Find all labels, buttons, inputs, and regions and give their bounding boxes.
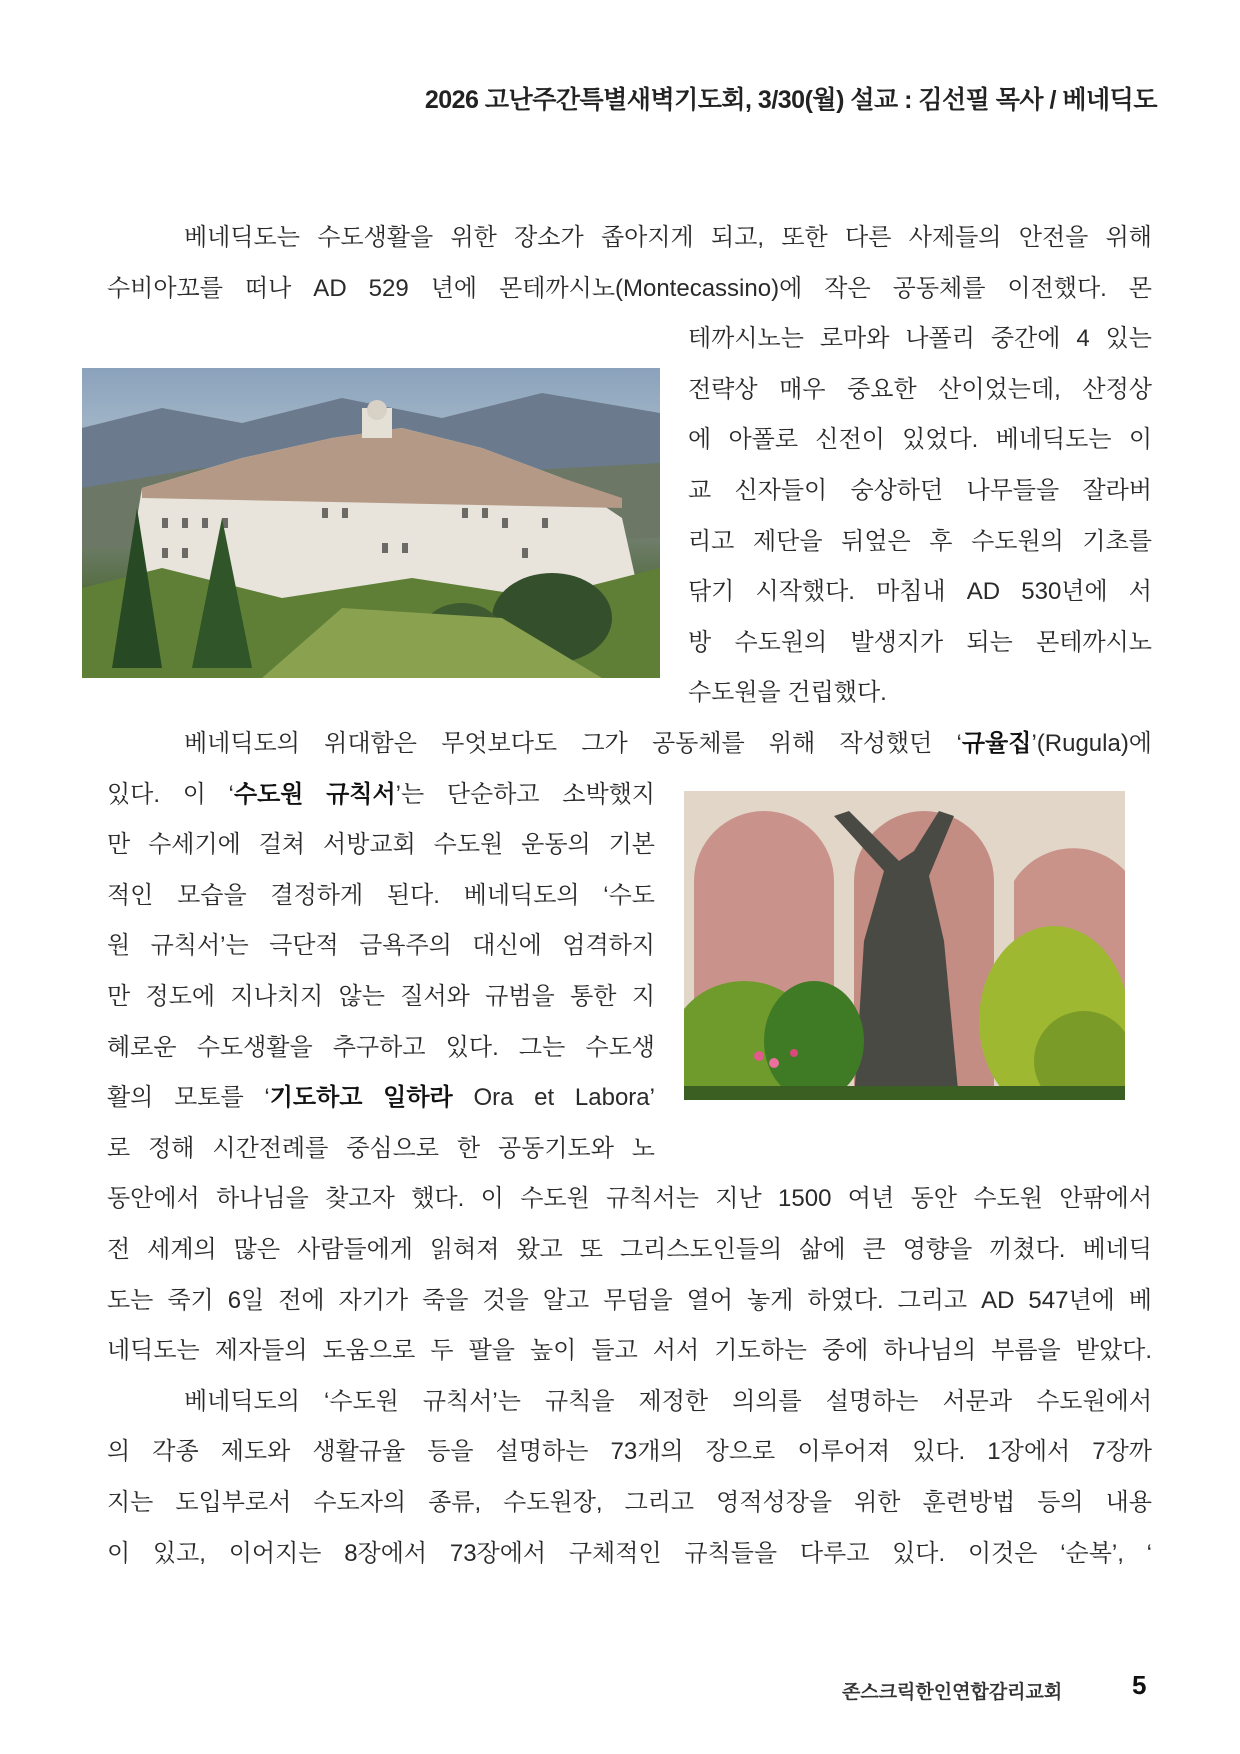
text-segment: 동안에서 하나님을 찾고자 했다. 이 수도원 규칙서는 지난 1500 여년 동안 수도원 안팎에서 bbox=[107, 1185, 1152, 1213]
text-line bbox=[688, 626, 1152, 660]
text-line bbox=[688, 322, 1152, 356]
text-segment: 있다. 이 ‘ bbox=[107, 780, 234, 808]
text-segment: 전략상 매우 중요한 산이었는데, 산정상 bbox=[688, 375, 1152, 403]
text-line bbox=[107, 1435, 1152, 1469]
text-line bbox=[107, 828, 655, 862]
text-line bbox=[107, 980, 655, 1014]
text-segment: 교 신자들이 숭상하던 나무들을 잘라버 bbox=[688, 477, 1152, 504]
text-line bbox=[688, 373, 1152, 407]
text-segment: 베네딕도는 수도생활을 위한 장소가 좁아지게 되고, 또한 다른 사제들의 안전을 위해 bbox=[184, 224, 1152, 251]
text-line bbox=[688, 575, 1152, 609]
bold-text: 기도하고 일하라 bbox=[269, 1084, 453, 1112]
page-header: 2026 고난주간특별새벽기도회, 3/30(월) 설교 : 김선필 목사 / 베네딕도 bbox=[424, 86, 1157, 114]
text-line bbox=[107, 272, 1152, 306]
page-number: 5 bbox=[1132, 1670, 1147, 1700]
text-line bbox=[107, 1081, 655, 1115]
text-line bbox=[107, 1334, 1152, 1368]
montecassino-abbey-image bbox=[82, 368, 660, 678]
text-line bbox=[107, 1031, 655, 1065]
text-line bbox=[184, 221, 1152, 255]
text-line bbox=[184, 1385, 1152, 1419]
text-line bbox=[107, 778, 655, 812]
text-segment: 리고 제단을 뒤엎은 후 수도원의 기초를 bbox=[688, 527, 1152, 555]
text-line bbox=[107, 1537, 1152, 1571]
footer-church-name: 존스크릭한인연합감리교회 bbox=[842, 1682, 1063, 1703]
text-segment: 네딕도는 제자들의 도움으로 두 팔을 높이 들고 서서 기도하는 중에 하나님의 부름을 받았다. bbox=[107, 1337, 1152, 1365]
text-segment: 의 각종 제도와 생활규율 등을 설명하는 73개의 장으로 이루어져 있다. 1장에서 7장까 bbox=[107, 1438, 1152, 1466]
text-line bbox=[107, 879, 655, 913]
text-line bbox=[688, 525, 1152, 559]
text-segment: ’는 단순하고 소박했지 bbox=[395, 780, 655, 808]
text-segment: 베네딕도의 위대함은 무엇보다도 그가 공동체를 위해 작성했던 ‘ bbox=[184, 730, 962, 757]
text-segment: 수도원을 건립했다. bbox=[688, 679, 887, 707]
bold-text: 규율집 bbox=[961, 730, 1032, 757]
text-segment: 베네딕도의 ‘수도원 규칙서’는 규칙을 제정한 의의를 설명하는 서문과 수도원에서 bbox=[184, 1387, 1152, 1415]
text-segment: 적인 모습을 결정하게 된다. 베네딕도의 ‘수도 bbox=[107, 881, 655, 909]
text-segment: 만 정도에 지나치지 않는 질서와 규범을 통한 지 bbox=[107, 983, 655, 1010]
text-line bbox=[688, 676, 1152, 710]
text-segment: 지는 도입부로서 수도자의 종류, 수도원장, 그리고 영적성장을 위한 훈련방법 등의 내용 bbox=[107, 1489, 1152, 1516]
text-segment: 테까시노는 로마와 나폴리 중간에 4 있는 bbox=[688, 325, 1152, 353]
text-segment: Ora et Labora’ bbox=[452, 1084, 655, 1112]
text-line bbox=[107, 1182, 1152, 1216]
benedict-statue-photo bbox=[684, 791, 1125, 1100]
text-segment: 수비아꼬를 떠나 AD 529 년에 몬테까시노(Montecassino)에 작은 공동체를 이전했다. 몬 bbox=[107, 274, 1152, 302]
text-segment: 도는 죽기 6일 전에 자기가 죽을 것을 알고 무덤을 열어 놓게 하였다. 그리고 AD 547년에 베 bbox=[107, 1286, 1152, 1314]
text-segment: 방 수도원의 발생지가 되는 몬테까시노 bbox=[688, 628, 1152, 656]
text-line bbox=[107, 929, 655, 963]
text-segment: 전 세계의 많은 사람들에게 읽혀져 왔고 또 그리스도인들의 삶에 큰 영향을 끼쳤다. 베네딕 bbox=[107, 1236, 1152, 1263]
text-segment: 닦기 시작했다. 마침내 AD 530년에 서 bbox=[688, 578, 1152, 606]
text-segment: 활의 모토를 ‘ bbox=[107, 1084, 270, 1112]
text-segment: 로 정해 시간전례를 중심으로 한 공동기도와 노 bbox=[107, 1134, 655, 1162]
text-line bbox=[107, 1486, 1152, 1520]
text-line bbox=[688, 474, 1152, 508]
monastery-photo bbox=[82, 368, 660, 678]
text-segment: 혜로운 수도생활을 추구하고 있다. 그는 수도생 bbox=[107, 1033, 655, 1061]
text-segment: ’(Rugula)에 bbox=[1031, 730, 1152, 757]
bold-text: 수도원 규칙서 bbox=[233, 780, 396, 808]
statue-cloister-image bbox=[684, 791, 1125, 1100]
text-segment: 에 아폴로 신전이 있었다. 베네딕도는 이 bbox=[688, 426, 1152, 454]
text-line bbox=[184, 727, 1152, 761]
text-line bbox=[688, 423, 1152, 457]
text-segment: 만 수세기에 걸쳐 서방교회 수도원 운동의 기본 bbox=[107, 831, 655, 859]
text-line bbox=[107, 1284, 1152, 1318]
text-segment: 이 있고, 이어지는 8장에서 73장에서 구체적인 규칙들을 다루고 있다. 이것은 ‘순복’, ‘ bbox=[107, 1539, 1152, 1567]
text-line bbox=[107, 1233, 1152, 1267]
text-segment: 원 규칙서’는 극단적 금욕주의 대신에 엄격하지 bbox=[107, 932, 655, 960]
text-line bbox=[107, 1132, 655, 1166]
